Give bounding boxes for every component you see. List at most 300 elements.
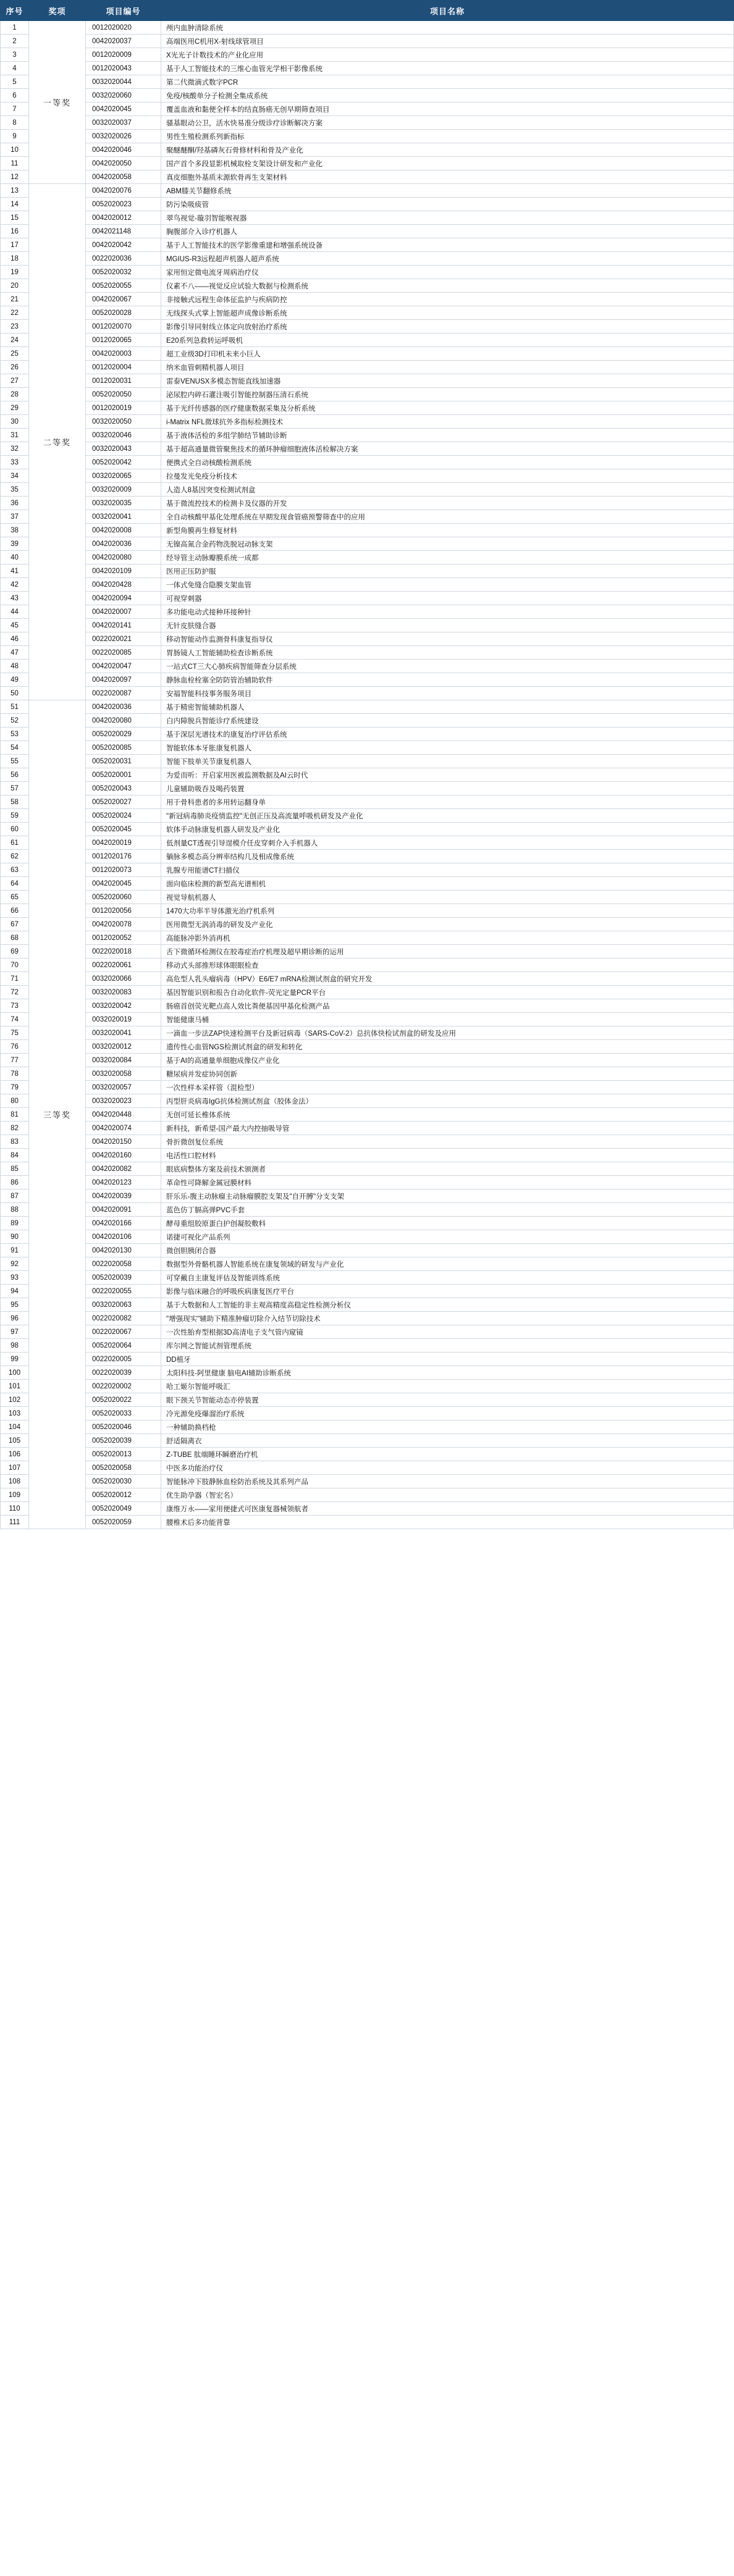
- cell-project-name: 无镍高氮合金药物洗脱冠动脉支架: [161, 537, 734, 551]
- cell-no: 102: [1, 1393, 29, 1407]
- cell-project-code: 0042020047: [86, 660, 161, 673]
- table-row: [1, 170, 734, 184]
- cell-no: 106: [1, 1448, 29, 1461]
- table-row: [1, 1081, 734, 1094]
- cell-no: 82: [1, 1122, 29, 1135]
- cell-project-code: 0042020074: [86, 1122, 161, 1135]
- table-row: [1, 1094, 734, 1108]
- cell-no: 23: [1, 320, 29, 334]
- cell-project-name: 一站式CT三大心肺疾病智能筛查分层系统: [161, 660, 734, 673]
- table-row: [1, 1312, 734, 1325]
- cell-no: 87: [1, 1189, 29, 1203]
- table-row: [1, 809, 734, 823]
- cell-project-name: MGIUS-R3远程超声机器人超声系统: [161, 252, 734, 266]
- table-row: [1, 130, 734, 143]
- cell-project-name: 家用恒定微电流牙周病治疗仪: [161, 266, 734, 279]
- cell-no: 71: [1, 972, 29, 986]
- table-row: [1, 1366, 734, 1380]
- cell-project-code: 0042020123: [86, 1176, 161, 1189]
- cell-project-name: 基于超高通量微管聚焦技术的循环肿瘤细胞液体活检解决方案: [161, 442, 734, 456]
- cell-project-name: 可穿戴自主康复评估及智能训练系统: [161, 1271, 734, 1285]
- cell-no: 52: [1, 714, 29, 728]
- cell-project-name: 智能脉冲下肢静脉血栓防治系统及其系列产品: [161, 1475, 734, 1488]
- table-row: [1, 755, 734, 768]
- table-row: [1, 1108, 734, 1122]
- cell-project-code: 0052020050: [86, 388, 161, 401]
- cell-project-name: 舌下微循环检测仪在胶毒症治疗机理及超早期诊断的运用: [161, 945, 734, 959]
- cell-project-code: 0012020043: [86, 62, 161, 75]
- cell-no: 55: [1, 755, 29, 768]
- cell-project-code: 0012020020: [86, 21, 161, 35]
- cell-no: 28: [1, 388, 29, 401]
- table-row: [1, 143, 734, 157]
- cell-project-code: 0022020039: [86, 1366, 161, 1380]
- cell-project-code: 0052020039: [86, 1271, 161, 1285]
- table-row: [1, 252, 734, 266]
- cell-project-code: 0052020030: [86, 1475, 161, 1488]
- cell-project-code: 0022020061: [86, 959, 161, 972]
- cell-no: 15: [1, 211, 29, 225]
- cell-project-code: 0042020080: [86, 551, 161, 564]
- table-row: [1, 728, 734, 741]
- cell-no: 58: [1, 795, 29, 809]
- cell-project-name: 基于精密智能辅助机器人: [161, 700, 734, 714]
- cell-project-code: 0032020042: [86, 999, 161, 1013]
- cell-project-code: 0032020050: [86, 415, 161, 429]
- table-row: [1, 1040, 734, 1054]
- table-row: [1, 510, 734, 524]
- cell-no: 79: [1, 1081, 29, 1094]
- cell-no: 81: [1, 1108, 29, 1122]
- cell-project-name: 腰椎术后多功能背靠: [161, 1516, 734, 1529]
- cell-project-code: 0012020176: [86, 850, 161, 863]
- cell-project-name: 安福智能科技事务服务项目: [161, 687, 734, 700]
- cell-project-code: 0032020084: [86, 1054, 161, 1067]
- table-row: [1, 1149, 734, 1162]
- cell-project-name: 新科技，新希望-国产最大内控抽吸导管: [161, 1122, 734, 1135]
- cell-no: 2: [1, 35, 29, 48]
- cell-project-code: 0042021148: [86, 225, 161, 238]
- table-row: [1, 225, 734, 238]
- cell-no: 67: [1, 918, 29, 931]
- cell-project-code: 0032020023: [86, 1094, 161, 1108]
- cell-project-name: 男性生殖检测系列新指标: [161, 130, 734, 143]
- cell-project-name: 基于AI的高通量单细胞成像仪产业化: [161, 1054, 734, 1067]
- cell-no: 25: [1, 347, 29, 361]
- cell-project-code: 0032020035: [86, 497, 161, 510]
- table-row: [1, 619, 734, 632]
- table-row: [1, 184, 734, 198]
- cell-project-name: ABM膝关节翻修系统: [161, 184, 734, 198]
- cell-project-name: 胃肠镜人工智能辅助检查诊断系统: [161, 646, 734, 660]
- table-row: [1, 646, 734, 660]
- cell-project-name: 一滴血一步法ZAP快速检测平台及新冠病毒（SARS-CoV-2）总抗体快检试剂盒的研发及应用: [161, 1026, 734, 1040]
- cell-project-code: 0052020022: [86, 1393, 161, 1407]
- cell-project-name: 低剂量CT透视引导逞模介任皮穿刺介入手机器人: [161, 836, 734, 850]
- cell-project-name: 躺脉多模态高分辨率结构几及相成像系统: [161, 850, 734, 863]
- cell-project-name: "新冠病毒肺炎疫情监控"无创正压及高流量呼吸机研发及产业化: [161, 809, 734, 823]
- table-row: [1, 660, 734, 673]
- cell-project-code: 0042020003: [86, 347, 161, 361]
- table-row: [1, 456, 734, 469]
- cell-no: 1: [1, 21, 29, 35]
- cell-no: 64: [1, 877, 29, 891]
- table-row: [1, 415, 734, 429]
- cell-project-code: 0042020039: [86, 1189, 161, 1203]
- cell-project-code: 0042020428: [86, 578, 161, 592]
- cell-project-name: 优生助孕器（智宏名）: [161, 1488, 734, 1502]
- cell-project-name: 经导管主动脉瓣膜系统一成都: [161, 551, 734, 564]
- table-row: [1, 374, 734, 388]
- table-row: [1, 673, 734, 687]
- cell-project-name: 真皮细胞外基质末源软骨再生支架材料: [161, 170, 734, 184]
- cell-no: 95: [1, 1298, 29, 1312]
- cell-project-code: 0042020097: [86, 673, 161, 687]
- table-row: [1, 918, 734, 931]
- table-row: [1, 1271, 734, 1285]
- cell-no: 10: [1, 143, 29, 157]
- cell-project-name: 智能下肢单关节康复机器人: [161, 755, 734, 768]
- cell-no: 32: [1, 442, 29, 456]
- cell-project-name: 基于液体活检的多组学肺结节辅助诊断: [161, 429, 734, 442]
- cell-project-name: 中医多功能治疗仪: [161, 1461, 734, 1475]
- cell-project-name: 医用正压防护服: [161, 564, 734, 578]
- table-row: [1, 537, 734, 551]
- cell-project-name: 第二代微滴式数字PCR: [161, 75, 734, 89]
- cell-no: 101: [1, 1380, 29, 1393]
- cell-no: 41: [1, 564, 29, 578]
- cell-project-name: 软体手动脉康复机器人研发及产业化: [161, 823, 734, 836]
- cell-project-code: 0032020063: [86, 1298, 161, 1312]
- cell-no: 48: [1, 660, 29, 673]
- table-row: [1, 1013, 734, 1026]
- table-row: [1, 1122, 734, 1135]
- table-row: [1, 891, 734, 904]
- cell-project-code: 0012020004: [86, 361, 161, 374]
- cell-no: 84: [1, 1149, 29, 1162]
- cell-no: 94: [1, 1285, 29, 1298]
- table-row: [1, 469, 734, 483]
- cell-no: 42: [1, 578, 29, 592]
- cell-project-name: 哈工姬尔智能呼吸汇: [161, 1380, 734, 1393]
- table-row: [1, 863, 734, 877]
- cell-project-name: 翠鸟视觉-璇羽智能喉视器: [161, 211, 734, 225]
- table-row: [1, 714, 734, 728]
- cell-no: 59: [1, 809, 29, 823]
- cell-project-code: 0052020027: [86, 795, 161, 809]
- table-row: [1, 1475, 734, 1488]
- col-header-award: 奖项: [29, 1, 86, 21]
- cell-no: 86: [1, 1176, 29, 1189]
- table-row: [1, 1434, 734, 1448]
- table-row: [1, 35, 734, 48]
- table-header: [1, 1, 734, 21]
- cell-no: 18: [1, 252, 29, 266]
- cell-no: 103: [1, 1407, 29, 1420]
- cell-no: 109: [1, 1488, 29, 1502]
- cell-project-name: 基因智能识别和报告自动化软件-荧光定量PCR平台: [161, 986, 734, 999]
- table-row: [1, 1380, 734, 1393]
- cell-no: 26: [1, 361, 29, 374]
- table-row: [1, 1026, 734, 1040]
- cell-no: 27: [1, 374, 29, 388]
- table-row: [1, 986, 734, 999]
- cell-project-code: 0042020080: [86, 714, 161, 728]
- cell-project-code: 0032020058: [86, 1067, 161, 1081]
- col-header-name: 项目名称: [161, 1, 734, 21]
- cell-no: 90: [1, 1230, 29, 1244]
- cell-project-code: 0042020046: [86, 143, 161, 157]
- table-row: [1, 361, 734, 374]
- cell-project-code: 0022020087: [86, 687, 161, 700]
- table-row: [1, 1217, 734, 1230]
- cell-no: 30: [1, 415, 29, 429]
- table-row: [1, 266, 734, 279]
- cell-project-name: 用于骨科患者的多用转运翻身单: [161, 795, 734, 809]
- cell-project-code: 0012020065: [86, 334, 161, 347]
- cell-project-code: 0052020024: [86, 809, 161, 823]
- cell-project-code: 0012020073: [86, 863, 161, 877]
- cell-no: 12: [1, 170, 29, 184]
- table-header-row: [1, 1, 734, 21]
- cell-project-name: 乳腺专用能谱CT扫描仪: [161, 863, 734, 877]
- cell-project-code: 0032020057: [86, 1081, 161, 1094]
- cell-project-code: 0022020067: [86, 1325, 161, 1339]
- cell-project-code: 0052020064: [86, 1339, 161, 1353]
- cell-project-code: 0022020002: [86, 1380, 161, 1393]
- cell-project-code: 0022020082: [86, 1312, 161, 1325]
- cell-no: 62: [1, 850, 29, 863]
- cell-no: 63: [1, 863, 29, 877]
- table-row: [1, 592, 734, 605]
- table-row: [1, 741, 734, 755]
- cell-project-name: 聚醚醚酮/羟基磷灰石骨修材料和骨及产业化: [161, 143, 734, 157]
- cell-project-code: 0042020037: [86, 35, 161, 48]
- cell-project-name: 雷泰VENUSX多模态智能直线加速器: [161, 374, 734, 388]
- cell-project-name: 1470大功率半导体激光治疗机系列: [161, 904, 734, 918]
- table-row: [1, 1502, 734, 1516]
- cell-project-name: 面向临床检测的新型高光谱相机: [161, 877, 734, 891]
- cell-project-name: 泌尿腔内碎石灌注吸引智能控制器压清石系统: [161, 388, 734, 401]
- cell-project-name: 冷光源免疫爆溜治疗系统: [161, 1407, 734, 1420]
- cell-no: 80: [1, 1094, 29, 1108]
- cell-no: 36: [1, 497, 29, 510]
- cell-project-name: "增强现实"辅助下精准肿瘤切除介入结节切除技术: [161, 1312, 734, 1325]
- cell-project-name: 一体式免缝合隐膜支架血管: [161, 578, 734, 592]
- cell-project-code: 0052020059: [86, 1516, 161, 1529]
- cell-project-name: i-Matrix NFL微球抗外多指标检测技术: [161, 415, 734, 429]
- cell-no: 38: [1, 524, 29, 537]
- table-row: [1, 1325, 734, 1339]
- cell-no: 88: [1, 1203, 29, 1217]
- table-row: [1, 605, 734, 619]
- cell-project-name: 防污染吸痰管: [161, 198, 734, 211]
- cell-no: 46: [1, 632, 29, 646]
- cell-project-code: 0042020078: [86, 918, 161, 931]
- table-row: [1, 21, 734, 35]
- cell-project-name: 蓝色仿丁膈高弹PVC手套: [161, 1203, 734, 1217]
- table-row: [1, 700, 734, 714]
- cell-project-name: 肠癌首创荧光靶点高人效比粪便基因甲基化检测产品: [161, 999, 734, 1013]
- table-row: [1, 334, 734, 347]
- cell-no: 98: [1, 1339, 29, 1353]
- table-row: [1, 62, 734, 75]
- cell-project-code: 0052020042: [86, 456, 161, 469]
- cell-no: 54: [1, 741, 29, 755]
- cell-project-name: 可视穿刺器: [161, 592, 734, 605]
- table-row: [1, 48, 734, 62]
- table-row: [1, 401, 734, 415]
- table-row: [1, 89, 734, 103]
- cell-project-name: 基于深层光谱技术的康复治疗评估系统: [161, 728, 734, 741]
- cell-no: 19: [1, 266, 29, 279]
- cell-project-code: 0052020060: [86, 891, 161, 904]
- cell-project-code: 0042020448: [86, 1108, 161, 1122]
- cell-project-name: 覆盖血液和黏便全样本的结直肠癌无创早期筛查项目: [161, 103, 734, 116]
- cell-project-name: 拉曼发光免疫分析技术: [161, 469, 734, 483]
- cell-project-code: 0052020033: [86, 1407, 161, 1420]
- cell-no: 37: [1, 510, 29, 524]
- cell-project-code: 0022020005: [86, 1353, 161, 1366]
- cell-project-code: 0052020029: [86, 728, 161, 741]
- cell-project-code: 0052020001: [86, 768, 161, 782]
- cell-project-code: 0052020013: [86, 1448, 161, 1461]
- table-row: [1, 1407, 734, 1420]
- cell-project-code: 0022020036: [86, 252, 161, 266]
- cell-no: 13: [1, 184, 29, 198]
- cell-project-name: E20系列急救转运呼吸机: [161, 334, 734, 347]
- cell-no: 14: [1, 198, 29, 211]
- cell-project-code: 0052020031: [86, 755, 161, 768]
- cell-project-name: 基于人工智能技术的三维心血管光学相干影像系统: [161, 62, 734, 75]
- cell-project-code: 0042020166: [86, 1217, 161, 1230]
- cell-no: 57: [1, 782, 29, 795]
- cell-project-code: 0032020044: [86, 75, 161, 89]
- cell-no: 104: [1, 1420, 29, 1434]
- cell-project-name: 为爱而听：开启家用医被监测数据及AI云时代: [161, 768, 734, 782]
- cell-project-code: 0052020043: [86, 782, 161, 795]
- cell-project-code: 0052020049: [86, 1502, 161, 1516]
- cell-project-name: 遗传性心血管NGS检测试剂盒的研发和转化: [161, 1040, 734, 1054]
- cell-no: 33: [1, 456, 29, 469]
- cell-project-name: 骨折微创复位系统: [161, 1135, 734, 1149]
- cell-project-code: 0022020085: [86, 646, 161, 660]
- table-row: [1, 823, 734, 836]
- table-row: [1, 687, 734, 700]
- cell-project-name: 骚基眼动公卫，活水快易准分级诊疗诊断解决方案: [161, 116, 734, 130]
- cell-project-code: 0032020019: [86, 1013, 161, 1026]
- cell-no: 74: [1, 1013, 29, 1026]
- cell-project-name: 诺捷可视化产品系列: [161, 1230, 734, 1244]
- table-row: [1, 551, 734, 564]
- cell-project-code: 0022020018: [86, 945, 161, 959]
- table-row: [1, 1257, 734, 1271]
- cell-project-name: 基于光纤传感器的医疗健康数据采集及分析系统: [161, 401, 734, 415]
- cell-project-code: 0042020109: [86, 564, 161, 578]
- cell-project-name: 纳米血管刺精机器人项目: [161, 361, 734, 374]
- table-row: [1, 1339, 734, 1353]
- cell-no: 107: [1, 1461, 29, 1475]
- cell-project-name: 移动式头部推形球体眼眼检查: [161, 959, 734, 972]
- cell-project-name: 酵母重组胶原蛋白护创凝胶敷料: [161, 1217, 734, 1230]
- cell-project-name: 无创可延长椎体系统: [161, 1108, 734, 1122]
- cell-no: 78: [1, 1067, 29, 1081]
- cell-no: 93: [1, 1271, 29, 1285]
- table-row: [1, 306, 734, 320]
- cell-no: 53: [1, 728, 29, 741]
- cell-project-name: 移动智能动作监测骨科康复指导仪: [161, 632, 734, 646]
- cell-project-code: 0052020032: [86, 266, 161, 279]
- table-body: [1, 21, 734, 1529]
- cell-no: 68: [1, 931, 29, 945]
- cell-project-name: Z-TUBE 肽端睡环瞬磨治疗机: [161, 1448, 734, 1461]
- cell-project-name: 无针皮肤缝合器: [161, 619, 734, 632]
- cell-project-code: 0012020009: [86, 48, 161, 62]
- cell-project-code: 0032020026: [86, 130, 161, 143]
- cell-no: 73: [1, 999, 29, 1013]
- cell-no: 9: [1, 130, 29, 143]
- table-row: [1, 497, 734, 510]
- table-row: [1, 945, 734, 959]
- cell-project-code: 0042020050: [86, 157, 161, 170]
- cell-project-name: 颅内血肿清除系统: [161, 21, 734, 35]
- cell-no: 45: [1, 619, 29, 632]
- cell-project-code: 0052020046: [86, 1420, 161, 1434]
- cell-project-code: 0042020036: [86, 537, 161, 551]
- cell-no: 85: [1, 1162, 29, 1176]
- table-row: [1, 1285, 734, 1298]
- table-row: [1, 320, 734, 334]
- cell-project-code: 0052020045: [86, 823, 161, 836]
- cell-no: 49: [1, 673, 29, 687]
- cell-project-code: 0022020055: [86, 1285, 161, 1298]
- cell-project-name: 太阳科技-阿里健康 脑电AI辅助诊断系统: [161, 1366, 734, 1380]
- cell-project-code: 0032020043: [86, 442, 161, 456]
- cell-project-code: 0032020012: [86, 1040, 161, 1054]
- cell-no: 6: [1, 89, 29, 103]
- cell-project-code: 0052020055: [86, 279, 161, 293]
- cell-project-name: 革命性可降解金属冠膜材料: [161, 1176, 734, 1189]
- cell-no: 3: [1, 48, 29, 62]
- cell-no: 35: [1, 483, 29, 497]
- table-row: [1, 632, 734, 646]
- table-row: [1, 1230, 734, 1244]
- cell-project-name: 微创胆胰闭合器: [161, 1244, 734, 1257]
- table-row: [1, 1516, 734, 1529]
- cell-project-code: 0042020150: [86, 1135, 161, 1149]
- cell-project-code: 0052020039: [86, 1434, 161, 1448]
- cell-project-name: 肝乐乐-腹主动脉瘤主动脉瘤膜腔支架及"自开膊"分支支架: [161, 1189, 734, 1203]
- cell-no: 83: [1, 1135, 29, 1149]
- cell-project-code: 0042020007: [86, 605, 161, 619]
- cell-project-code: 0032020083: [86, 986, 161, 999]
- cell-project-name: DD植牙: [161, 1353, 734, 1366]
- cell-no: 47: [1, 646, 29, 660]
- table-row: [1, 959, 734, 972]
- cell-project-name: 儿童辅助吸吞及喝药装置: [161, 782, 734, 795]
- cell-no: 21: [1, 293, 29, 306]
- cell-award: 三等奖: [29, 700, 86, 1529]
- cell-project-code: 0042020130: [86, 1244, 161, 1257]
- cell-project-name: 非接触式远程生命体征监护与疾病防控: [161, 293, 734, 306]
- cell-project-name: 医用微型无涡消毒的研发及产业化: [161, 918, 734, 931]
- cell-no: 31: [1, 429, 29, 442]
- cell-project-code: 0042020067: [86, 293, 161, 306]
- cell-project-code: 0042020008: [86, 524, 161, 537]
- cell-no: 39: [1, 537, 29, 551]
- cell-project-name: 眼下颈关节智能动态亦停装置: [161, 1393, 734, 1407]
- cell-project-name: 白内障脱兵智能诊疗系统建设: [161, 714, 734, 728]
